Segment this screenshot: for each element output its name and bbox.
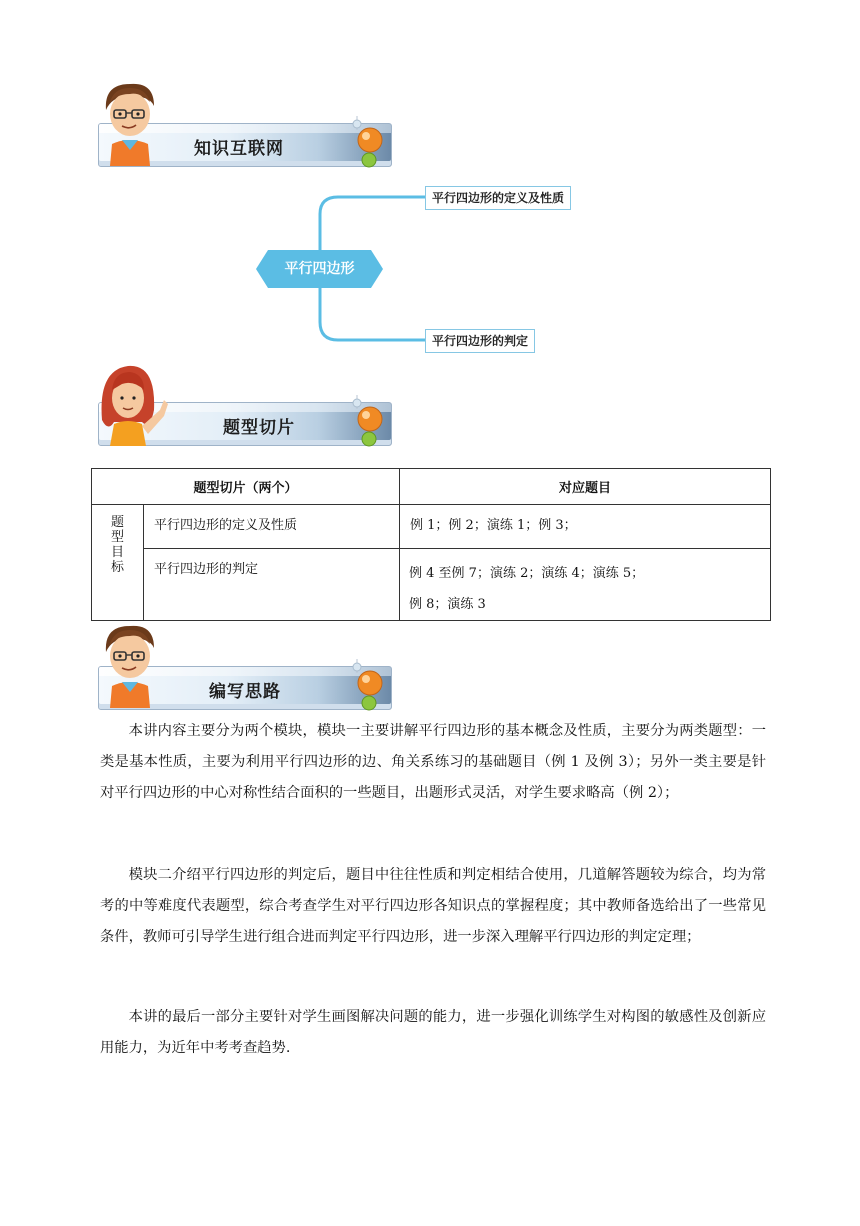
table-cell-topic: 平行四边形的判定	[154, 562, 259, 577]
table-row	[400, 549, 771, 621]
paragraph-module-one: 本讲内容主要分为两个模块，模块一主要讲解平行四边形的基本概念及性质，主要分为两类题型：一类是基本性质，主要为利用平行四边形的边、角关系练习的基础题目（例 1 及例 3）；另外一类主要是针对平行四边形的中心对称性结合面积的一些题目，出题形式灵活，对学生要求略高（例 2）；	[100, 723, 766, 801]
question-type-table	[91, 468, 771, 621]
ornament-icon	[345, 116, 395, 172]
mindmap-branch-definition: 平行四边形的定义及性质	[425, 186, 571, 210]
girl-avatar-icon	[98, 360, 178, 446]
boy-avatar-icon	[100, 80, 160, 166]
ornament-icon	[345, 395, 395, 451]
boy-avatar-icon	[100, 622, 160, 708]
table-row	[400, 505, 771, 549]
mindmap-center-node	[256, 250, 383, 288]
ornament-icon	[345, 659, 395, 715]
table-cell-items: 例 1；例 2；演练 1；例 3；	[410, 518, 577, 533]
table-row	[144, 549, 400, 621]
mindmap-branch-criteria: 平行四边形的判定	[425, 329, 535, 353]
table-cell-items-line1: 例 4 至例 7；演练 2；演练 4；演练 5；	[409, 566, 645, 581]
mindmap-center-label: 平行四边形	[284, 261, 355, 277]
section-title-ideas: 编写思路	[209, 682, 281, 702]
table-row-label-cell	[92, 505, 144, 621]
section-title-types: 题型切片	[223, 418, 295, 438]
table-cell-items-line2: 例 8；演练 3	[409, 597, 486, 612]
paragraph-final-part: 本讲的最后一部分主要针对学生画图解决问题的能力，进一步强化训练学生对构图的敏感性及创新应用能力，为近年中考考查趋势.	[100, 1009, 766, 1056]
section-title-network: 知识互联网	[194, 139, 284, 159]
paragraph-module-two: 模块二介绍平行四边形的判定后，题目中往往性质和判定相结合使用，几道解答题较为综合，均为常考的中等难度代表题型，综合考查学生对平行四边形各知识点的掌握程度；其中教师备选给出了一些常见条件，教师可引导学生进行组合进而判定平行四边形，进一步深入理解平行四边形的判定定理；	[100, 867, 766, 945]
table-row-label: 题型目标	[110, 515, 124, 575]
table-header-items: 对应题目	[400, 469, 771, 505]
table-cell-topic: 平行四边形的定义及性质	[154, 518, 298, 533]
table-header-types: 题型切片（两个）	[92, 469, 400, 505]
table-row	[144, 505, 400, 549]
